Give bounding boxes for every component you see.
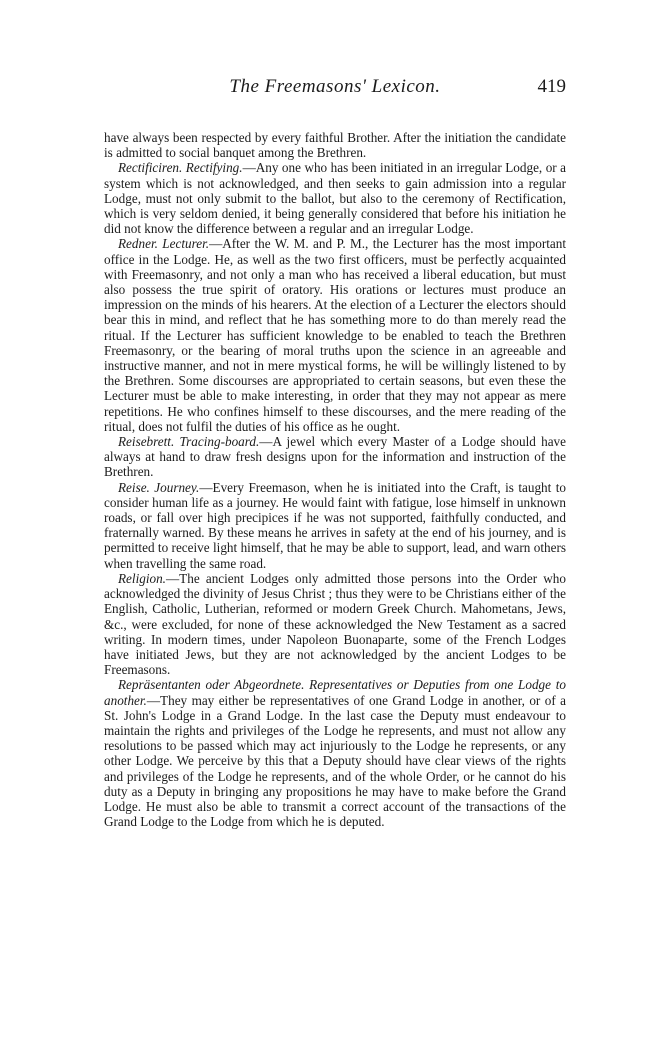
paragraph-body: have always been respected by every faithful Brother. After the initiation the candidate is admitted to social banquet among the Brethren. bbox=[104, 130, 566, 161]
entry-headword: Rectificiren. Rectifying. bbox=[118, 160, 243, 176]
entry-reise bbox=[104, 480, 566, 571]
entry-body: —A jewel which every Master of a Lodge should have always at hand to draw fresh designs upon for the information and instruction of the Brethren. bbox=[104, 434, 566, 480]
entry-reprasentanten bbox=[104, 677, 566, 829]
entry-headword: Religion. bbox=[118, 570, 166, 586]
entry-headword: Reise. Journey. bbox=[118, 479, 200, 495]
entry-headword: Redner. Lecturer. bbox=[118, 236, 210, 252]
running-title: The Freemasons' Lexicon. bbox=[229, 76, 441, 97]
entry-body: —Every Freemason, when he is initiated into the Craft, is taught to consider human life as a journey. He would faint with fatigue, lose himself in unknown roads, or fall over high precipices if he was not supported, faithfully conducted, and fraternally warned. By these means he arrives in safety at the end of his journey, and is permitted to receive light himself, that he may be able to support, lead, and warn others when travelling the same road. bbox=[104, 479, 566, 571]
entry-religion bbox=[104, 571, 566, 677]
entry-rectificiren bbox=[104, 160, 566, 236]
body-text bbox=[104, 130, 566, 829]
entry-body: —After the W. M. and P. M., the Lecturer has the most important office in the Lodge. He, as well as the two first officers, must be perfectly acquainted with Freemasonry, and not only a man who has received a liberal education, but must also possess the true spirit of oratory. His orations or lectures must produce an impression on the minds of his hearers. At the election of a Lecturer the electors should bear this in mind, and reflect that he has something more to do than merely read the ritual. If the Lecturer has sufficient knowledge to be enabled to teach the Brethren Freemasonry, or the bearing of moral truths upon the science in an agreeable and instructive manner, and not in mere mystical forms, he will be willingly listened to by the Brethren. Some discourses are appropriated to certain seasons, but even these the Lecturer must be able to make interesting, in order that they may not appear as mere repetitions. He who confines himself to these discourses, and the mere reading of the ritual, does not fulfil the duties of his office as he ought. bbox=[104, 236, 566, 434]
entry-body: —Any one who has been initiated in an irregular Lodge, or a system which is not acknowledged, and then seeks to gain admission into a regular Lodge, must not only submit to the ballot, but also to the ceremony of Rectification, which is very seldom denied, it being generally considered that before his initiation he did not know the difference between a regular and an irregular Lodge. bbox=[104, 160, 567, 237]
paragraph-continued bbox=[104, 130, 566, 160]
entry-reisebrett bbox=[104, 434, 566, 480]
entry-redner bbox=[104, 236, 566, 434]
entry-headword: Reisebrett. Tracing-board. bbox=[118, 434, 260, 450]
entry-body: —The ancient Lodges only admitted those persons into the Order who acknowledged the divinity of Jesus Christ ; thus they were to be Christians either of the English, Catholic, Lutherian, reformed or modern Greek Church. Mahometans, Jews, &c., were excluded, for none of these acknowledged the New Testament as a sacred writing. In modern times, under Napoleon Buonaparte, some of the French Lodges have initiated Jews, but they are not acknowledged by the ancient Lodges to be Freemasons. bbox=[104, 570, 566, 678]
page-number: 419 bbox=[537, 76, 566, 97]
page-header bbox=[104, 76, 566, 102]
entry-body: —They may either be representatives of one Grand Lodge in another, or of a St. John's Lodge in a Grand Lodge. In the last case the Deputy must endeavour to maintain the rights and privileges of the Lodge he represents, and must not allow any resolutions to be passed which may act injuriously to the Lodge he represents, or any other Lodge. We perceive by this that a Deputy should have clear views of the rights and privileges of the Lodge he represents, and of the whole Order, or he cannot do his duty as a Deputy in bringing any propositions he may have to make before the Grand Lodge. He must also be able to transmit a correct account of the transactions of the Grand Lodge to the Lodge from which he is deputed. bbox=[104, 692, 566, 830]
entry-headword: Repräsentanten oder Abgeordnete. Representatives or Deputies from one Lodge to another. bbox=[104, 677, 566, 708]
